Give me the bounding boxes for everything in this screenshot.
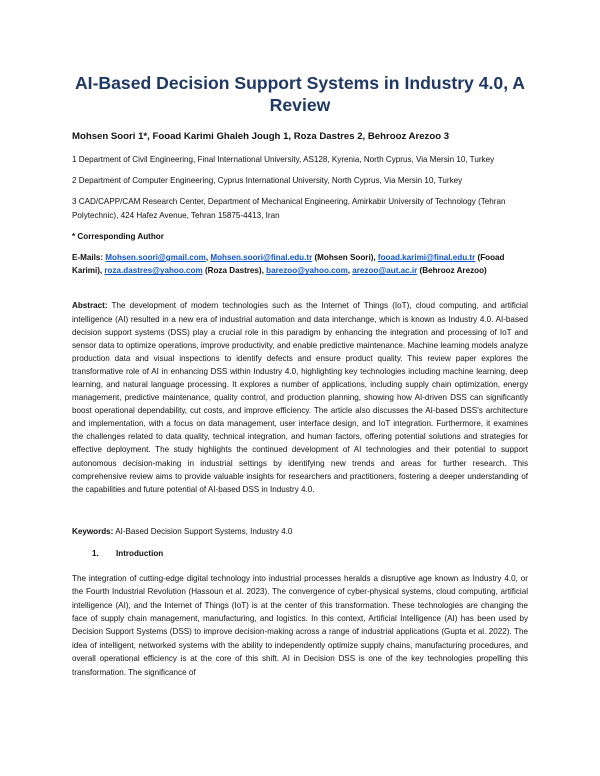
email-link-arezoo[interactable]: arezoo@aut.ac.ir	[352, 266, 418, 276]
section-heading-introduction	[92, 547, 528, 560]
affiliation-1: 1 Department of Civil Engineering, Final International University, AS128, Kyrenia, North Cyprus, Via Mersin 10, Turkey	[72, 155, 495, 164]
author-list: Mohsen Soori 1*, Fooad Karimi Ghaleh Jough 1, Roza Dastres 2, Behrooz Arezoo 3	[72, 131, 450, 142]
keywords-label: Keywords:	[72, 526, 114, 536]
email-owner-karimi: (Fooad Karimi),	[72, 253, 505, 276]
email-owner-arezoo: (Behrooz Arezoo)	[417, 266, 487, 276]
affiliation-2: 2 Department of Computer Engineering, Cyprus International University, North Cyprus, Via Mersin 10, Turkey	[72, 176, 463, 186]
keywords	[72, 525, 528, 538]
keywords-body: AI-Based Decision Support Systems, Industry 4.0	[113, 526, 293, 536]
section-number: 1.	[92, 548, 99, 558]
email-link-karimi[interactable]: fooad.karimi@final.edu.tr	[377, 253, 476, 263]
abstract	[72, 299, 528, 495]
email-link-barezoo[interactable]: barezoo@yahoo.com	[266, 266, 348, 276]
email-separator: ,	[205, 253, 211, 263]
email-separator: ,	[347, 266, 353, 276]
abstract-body: The development of modern technologies such as the Internet of Things (IoT), cloud computing, and artificial intelligence (AI) resulted in a new era of industrial automation and data interchange, which is known as Industry 4.0. AI-based decision support systems (DSS) play a crucial role in this paradigm by enhancing the integration and processing of IoT and sensor data to optimize operations, improve productivity, and enable predictive maintenance. Machine learning models analyze production data and visual inspections to identify defects and ensure product quality. This review paper explores the transformative role of AI in enhancing DSS within Industry 4.0, highlighting key technologies including machine learning, deep learning, and natural language processing. It explores a number of applications, including supply chain optimization, energy management, predictive maintenance, quality control, and production planning, showing how AI-driven DSS can significantly boost operational dependability, cut costs, and improve efficiency. The article also discusses the AI-based DSS's architecture and implementation, with a focus on data management, user interface design, and IoT integration. Furthermore, it examines the challenges related to data quality, technical integration, and human factors, offering potential solutions and strategies for effective deployment. The study highlights the continued development of AI technologies and their potential to support autonomous decision-making in industrial settings by identifying new trends and areas for further research. This comprehensive review aims to provide valuable insights for researchers and practitioners, fostering a deeper understanding of the capabilities and future potential of AI-based DSS in Industry 4.0.	[72, 301, 528, 494]
affiliation-3: 3 CAD/CAPP/CAM Research Center, Department of Mechanical Engineering, Amirkabir University of Technology (Tehran Polytechnic), 424 Hafez Avenue, Tehran 15875-4413, Iran	[72, 197, 506, 220]
email-owner-dastres: (Roza Dastres),	[202, 266, 267, 276]
email-list	[72, 251, 528, 277]
email-link-soori-gmail[interactable]: Mohsen.soori@gmail.com	[105, 253, 206, 263]
email-owner-soori: (Mohsen Soori),	[312, 253, 378, 263]
email-link-soori-final[interactable]: Mohsen.soori@final.edu.tr	[210, 253, 313, 263]
emails-label: E-Mails:	[72, 253, 104, 263]
corresponding-author-note: * Corresponding Author	[72, 231, 164, 241]
email-link-dastres[interactable]: roza.dastres@yahoo.com	[104, 266, 203, 276]
paper-title: AI-Based Decision Support Systems in Industry 4.0, A Review	[74, 73, 526, 115]
abstract-label: Abstract:	[72, 301, 108, 311]
section-title: Introduction	[116, 548, 164, 558]
introduction-paragraph: The integration of cutting-edge digital technology into industrial processes heralds a disruptive age known as Industry 4.0, or the Fourth Industrial Revolution (Hassoun et al. 2023). The convergence of cyber-physical systems, cloud computing, artificial intelligence (AI), and the Internet of Things (IoT) is at the center of this transformation. These technologies are changing the face of supply chain management, manufacturing, and logistics. In this context, Artificial Intelligence (AI) has been used by Decision Support Systems (DSS) to improve decision-making across a range of industrial applications (Gupta et al. 2022). The idea of intelligent, networked systems with the ability to independently optimize supply chains, manufacturing procedures, and overall operational efficiency is at the core of this shift. AI in Decision DSS is one of the key technologies propelling this transformation. The significance of	[72, 573, 528, 677]
